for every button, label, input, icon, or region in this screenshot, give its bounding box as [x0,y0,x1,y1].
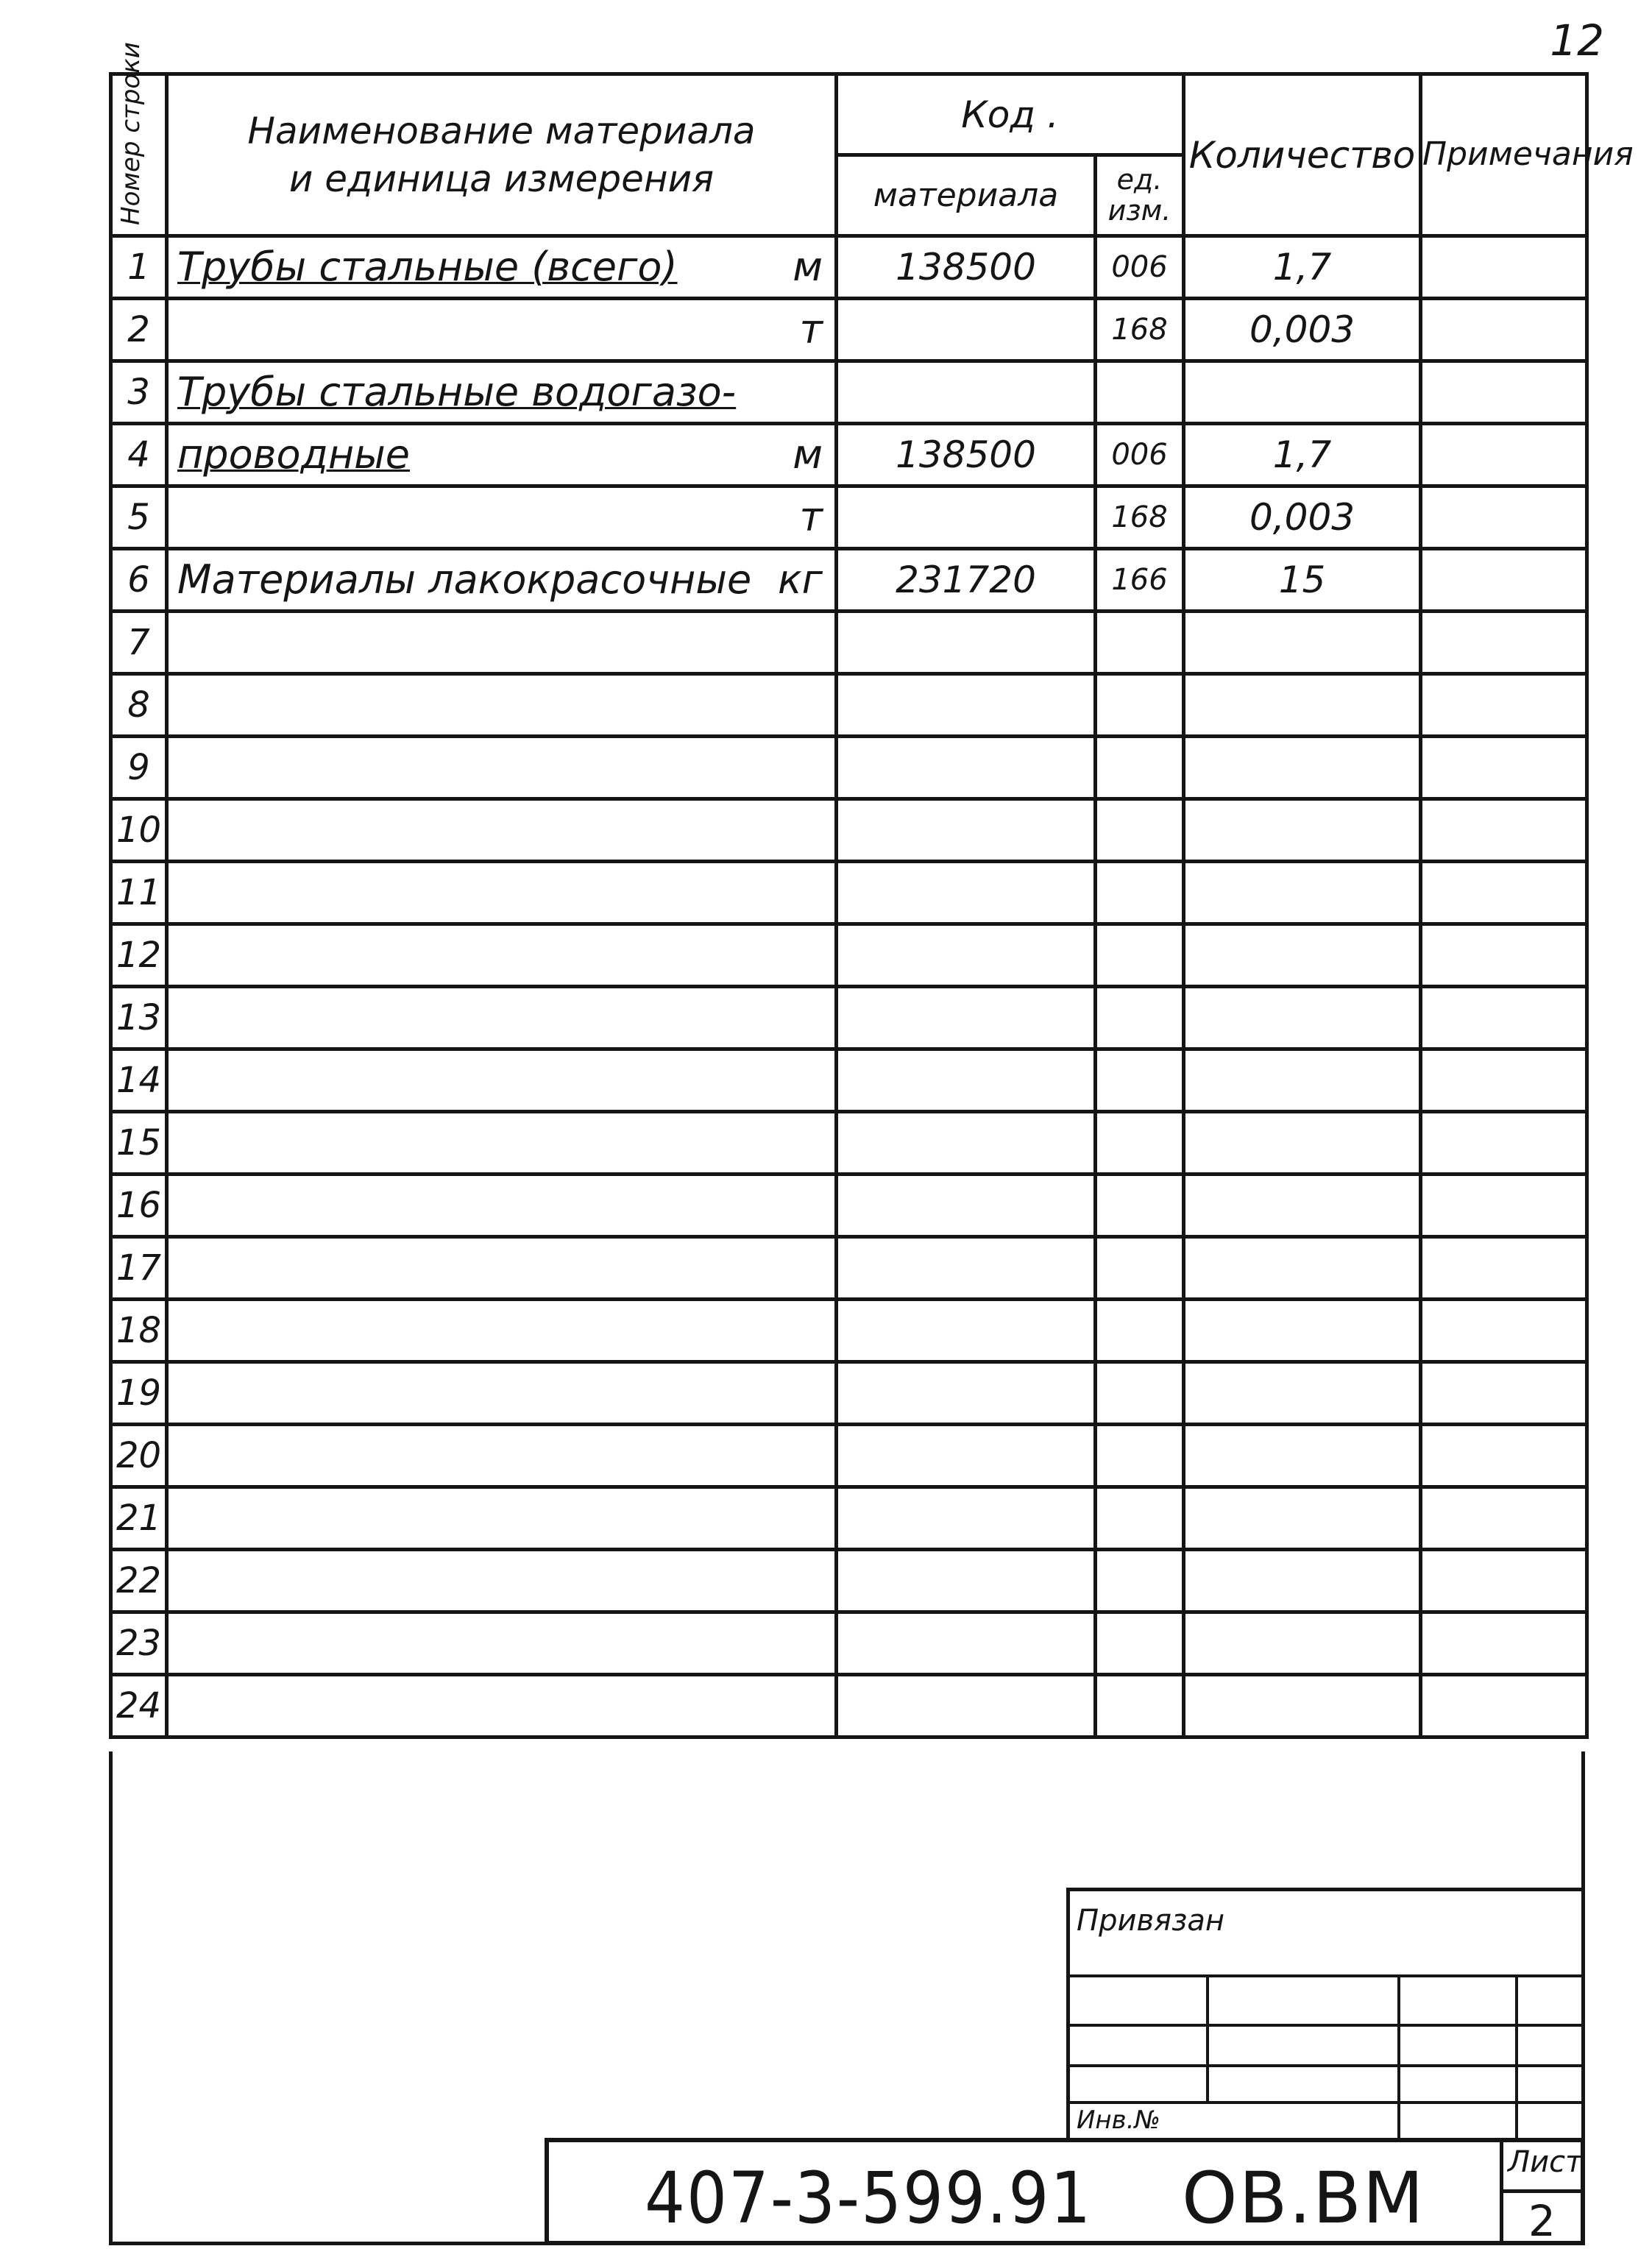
note [1421,1362,1587,1425]
document-code: 407-3-599.91 [645,2157,1093,2239]
material-code [837,1049,1096,1112]
material-name [167,987,837,1049]
material-code [837,862,1096,924]
material-name [167,1237,837,1300]
material-name [167,1425,837,1487]
unit-code [1096,862,1184,924]
note [1421,424,1587,486]
quantity [1184,862,1421,924]
material-name-text: Материалы лакокрасочные [177,556,752,603]
table-row [111,299,1587,361]
unit-code [1096,1175,1184,1237]
note [1421,361,1587,424]
table-row [111,737,1587,799]
row-number: 3 [111,361,167,424]
quantity [1184,1175,1421,1237]
material-code [837,1487,1096,1550]
quantity [1184,799,1421,862]
material-code [837,1425,1096,1487]
row-number: 18 [111,1300,167,1362]
row-number: 21 [111,1487,167,1550]
material-name [167,1675,837,1737]
material-name [167,1300,837,1362]
material-name [167,1487,837,1550]
sheet-box [1500,2142,1583,2246]
row-number: 24 [111,1675,167,1737]
unit-code [1096,1550,1184,1612]
row-number: 2 [111,299,167,361]
quantity: 0,003 [1184,486,1421,549]
row-number: 7 [111,612,167,674]
unit-code [1096,1112,1184,1175]
attached-label: Привязан [1077,1904,1225,1938]
note [1421,987,1587,1049]
table-row [111,924,1587,987]
row-number: 15 [111,1112,167,1175]
materials-table [109,41,1634,1739]
note [1421,549,1587,612]
document-suffix: ОВ.ВМ [1182,2157,1425,2239]
unit-text: м [793,431,823,478]
quantity [1184,612,1421,674]
row-number: 19 [111,1362,167,1425]
unit-text: кг [778,556,823,603]
unit-code [1096,361,1184,424]
table-row [111,1675,1587,1737]
note [1421,486,1587,549]
material-code [837,299,1096,361]
unit-code [1096,612,1184,674]
material-code [837,737,1096,799]
material-code: 138500 [837,236,1096,299]
material-name [167,1175,837,1237]
page-number: 12 [1550,15,1604,65]
note [1421,1612,1587,1675]
material-name [167,924,837,987]
header-unit-code: ед. изм. [1096,155,1184,236]
sheet-label: Лист [1508,2145,1583,2179]
material-code [837,1300,1096,1362]
material-name [167,612,837,674]
row-number: 9 [111,737,167,799]
note [1421,862,1587,924]
header-material-code: материала [837,155,1096,236]
table-row [111,1175,1587,1237]
material-name [167,1362,837,1425]
material-name-text: Трубы стальные водогазо- [177,369,737,415]
unit-code [1096,674,1184,737]
unit-code [1096,1675,1184,1737]
quantity [1184,1300,1421,1362]
quantity [1184,1425,1421,1487]
row-number: 16 [111,1175,167,1237]
unit-code [1096,924,1184,987]
row-number: 20 [111,1425,167,1487]
material-code [837,924,1096,987]
material-code [837,1175,1096,1237]
material-name [167,1049,837,1112]
material-code [837,1612,1096,1675]
note [1421,737,1587,799]
note [1421,236,1587,299]
material-code [837,612,1096,674]
table-row [111,1612,1587,1675]
material-code [837,1112,1096,1175]
material-code [837,1237,1096,1300]
note [1421,612,1587,674]
quantity: 15 [1184,549,1421,612]
quantity [1184,1612,1421,1675]
material-name-text: проводные [177,431,410,478]
table-row [111,1425,1587,1487]
row-number: 17 [111,1237,167,1300]
material-name [167,1112,837,1175]
quantity [1184,1112,1421,1175]
table-row [111,236,1587,299]
unit-text: м [793,244,823,290]
unit-code [1096,1049,1184,1112]
unit-code [1096,1425,1184,1487]
material-name [167,1550,837,1612]
note [1421,1237,1587,1300]
quantity [1184,361,1421,424]
attachment-stamp [1066,1888,1585,2138]
material-code: 231720 [837,549,1096,612]
unit-text: т [799,494,823,540]
note [1421,1049,1587,1112]
quantity [1184,1675,1421,1737]
material-name [167,862,837,924]
unit-code [1096,1487,1184,1550]
material-code [837,486,1096,549]
material-code [837,1362,1096,1425]
table-row [111,674,1587,737]
quantity: 0,003 [1184,299,1421,361]
material-code [837,987,1096,1049]
row-number: 8 [111,674,167,737]
frame-left-border [109,1751,113,2245]
material-name [167,299,837,361]
material-name [167,549,837,612]
material-code [837,1675,1096,1737]
material-name [167,424,837,486]
note [1421,1175,1587,1237]
header-code: Код . [837,74,1184,155]
unit-code [1096,737,1184,799]
table-row [111,1362,1587,1425]
material-name [167,737,837,799]
table-row [111,1487,1587,1550]
row-number: 10 [111,799,167,862]
row-number: 1 [111,236,167,299]
row-number: 12 [111,924,167,987]
table-row [111,1112,1587,1175]
unit-code [1096,1612,1184,1675]
material-name [167,486,837,549]
table-row [111,486,1587,549]
quantity [1184,1049,1421,1112]
note [1421,924,1587,987]
note [1421,799,1587,862]
table-row [111,549,1587,612]
row-number: 22 [111,1550,167,1612]
table-row [111,1049,1587,1112]
unit-code [1096,1300,1184,1362]
quantity [1184,924,1421,987]
header-row-number: Номер строки [111,74,167,236]
table-row [111,1550,1587,1612]
material-name-text: Трубы стальные (всего) [177,244,678,290]
unit-code: 006 [1096,424,1184,486]
quantity [1184,1362,1421,1425]
quantity [1184,987,1421,1049]
note [1421,1550,1587,1612]
quantity [1184,1487,1421,1550]
table-row [111,862,1587,924]
quantity: 1,7 [1184,424,1421,486]
material-name [167,799,837,862]
material-name [167,236,837,299]
table-row [111,1237,1587,1300]
row-number: 6 [111,549,167,612]
note [1421,299,1587,361]
note [1421,1487,1587,1550]
material-name [167,1612,837,1675]
title-block [545,2138,1585,2245]
row-number: 13 [111,987,167,1049]
table-row [111,799,1587,862]
unit-code: 166 [1096,549,1184,612]
material-code [837,361,1096,424]
sheet-number: 2 [1503,2189,1581,2246]
unit-code [1096,1362,1184,1425]
note [1421,1112,1587,1175]
note [1421,1300,1587,1362]
row-number: 4 [111,424,167,486]
material-name [167,361,837,424]
quantity: 1,7 [1184,236,1421,299]
unit-code: 006 [1096,236,1184,299]
quantity [1184,1550,1421,1612]
table-row [111,361,1587,424]
header-quantity: Количество [1184,74,1421,236]
row-number: 14 [111,1049,167,1112]
table-row [111,987,1587,1049]
note [1421,674,1587,737]
table-row [111,1300,1587,1362]
header-material-name: Наименование материала и единица измерения [167,74,837,236]
unit-code: 168 [1096,299,1184,361]
note [1421,1425,1587,1487]
unit-code [1096,1237,1184,1300]
material-code [837,799,1096,862]
row-number: 5 [111,486,167,549]
quantity [1184,1237,1421,1300]
quantity [1184,737,1421,799]
material-code [837,674,1096,737]
material-code [837,1550,1096,1612]
unit-code [1096,799,1184,862]
table-row [111,424,1587,486]
quantity [1184,674,1421,737]
material-code: 138500 [837,424,1096,486]
unit-text: т [799,306,823,353]
unit-code: 168 [1096,486,1184,549]
unit-code [1096,987,1184,1049]
inventory-label: Инв.№ [1077,2105,1160,2135]
note [1421,1675,1587,1737]
row-number: 23 [111,1612,167,1675]
row-number: 11 [111,862,167,924]
material-name [167,674,837,737]
table-row [111,612,1587,674]
header-notes: Примечания [1421,74,1587,236]
